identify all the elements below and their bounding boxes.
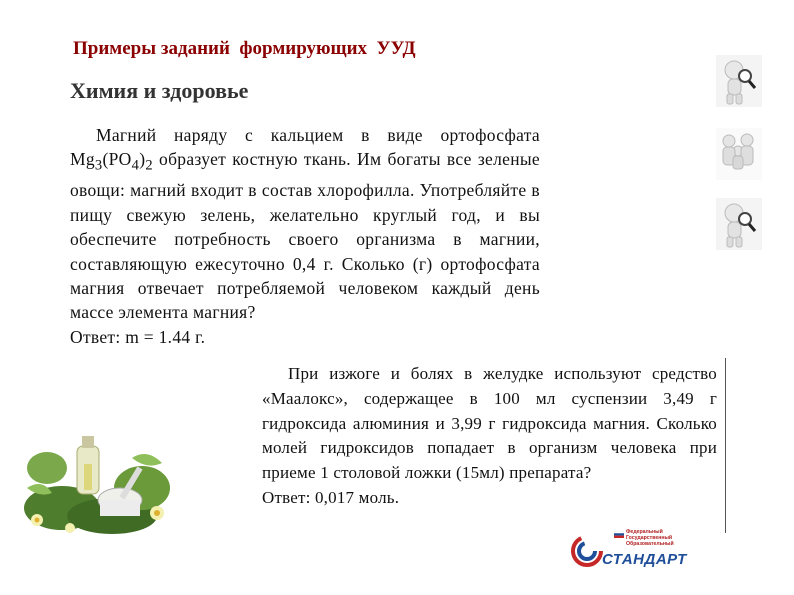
- problem-1: [70, 123, 540, 349]
- formula-part: (PO: [102, 149, 132, 170]
- problem-2-text: При изжоге и болях в желудке используют средство «Маалокс», содержащее в 100 мл суспензии 3,49 г гидроксида алюминия и 3,99 г гидроксида магния. Сколько молей гидроксидов попадает в организм человека при приеме 1 столовой ложки (15мл) препарата?: [262, 364, 717, 483]
- magnifier-figure-icon[interactable]: [716, 55, 762, 107]
- divider-line: [725, 358, 726, 533]
- formula-part: ): [139, 149, 146, 170]
- problem-1-text: [70, 123, 540, 325]
- problem-2-answer: Ответ: 0,017 моль.: [262, 487, 400, 507]
- problem-1-text-end: образует костную ткань. Им богаты все зеленые овощи: магний входит в состав хлорофилла. Употребляйте в пищу свежую зелень, желательно круглый год, и вы обеспечите потребность своего организма в магнии, составляющую ежесуточно 0,4 г. Сколько (г) ортофосфата магния отвечает потребляемой человеком каждый день массе элемента магния?: [70, 149, 540, 323]
- logo-line-3: Образовательный: [626, 541, 674, 547]
- formula-subscript: 2: [145, 157, 153, 174]
- chemical-formula: [70, 149, 153, 174]
- flag-icon: [614, 531, 624, 538]
- logo-line-1: Федеральный: [626, 529, 663, 535]
- slide-title: Примеры заданий формирующих УУД: [73, 38, 416, 59]
- problem-2: [262, 362, 717, 511]
- formula-part: Mg: [70, 149, 95, 170]
- logo-line-2: Государственный: [626, 535, 673, 541]
- herbs-mortar-image: [22, 428, 172, 536]
- standard-logo-icon: [570, 531, 604, 571]
- people-group-icon[interactable]: [716, 128, 762, 180]
- formula-subscript: 3: [94, 157, 103, 174]
- problem-1-answer: Ответ: m = 1.44 г.: [70, 326, 206, 347]
- slide-subtitle: Химия и здоровье: [70, 78, 249, 103]
- logo-word: СТАНДАРТ: [602, 551, 687, 568]
- fgos-standard-logo: [570, 527, 690, 571]
- problem-1-text-start: Магний наряду с кальцием в виде ортофосфата: [96, 125, 540, 145]
- magnifier-figure-icon[interactable]: [716, 198, 762, 250]
- formula-subscript: 4: [131, 157, 140, 174]
